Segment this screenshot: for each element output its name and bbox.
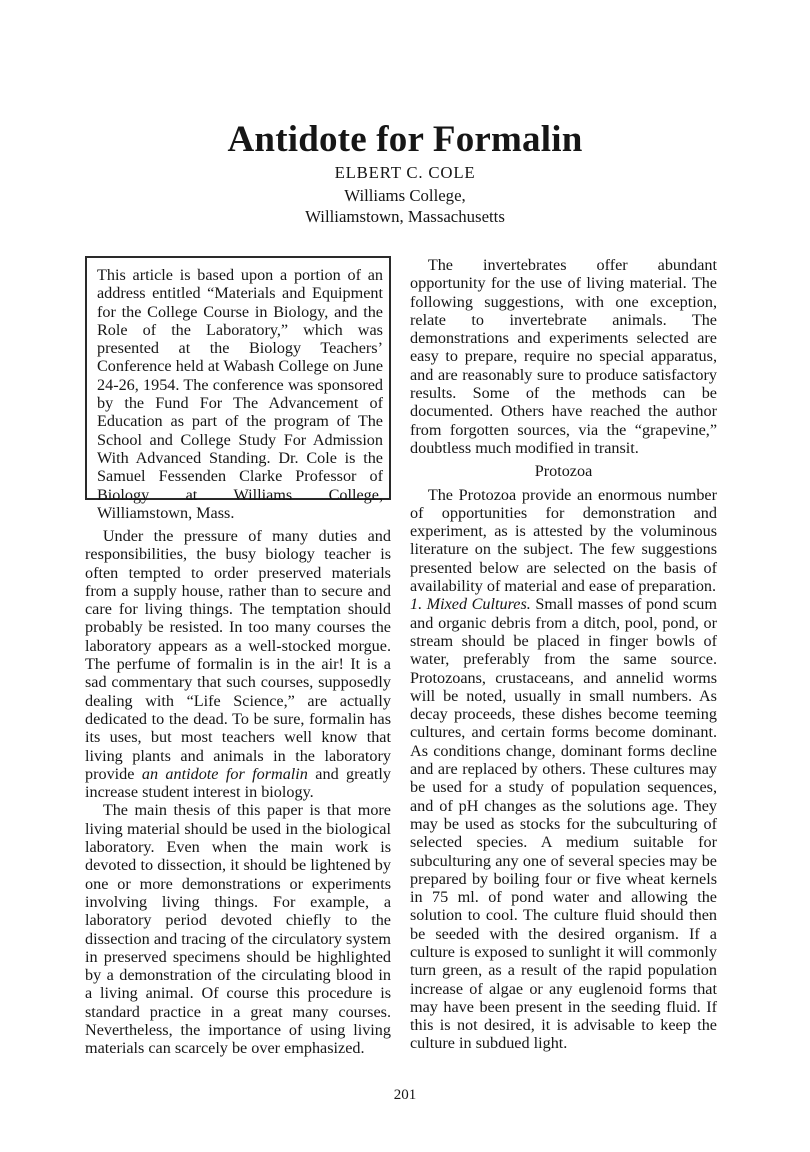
- author-name: ELBERT C. COLE: [334, 163, 476, 182]
- left-paragraph-2: The main thesis of this paper is that more living material should be used in the biological laboratory. Even when the main work is devoted to dissection, it should be lightened by one or more demonstrations or experiments involving living things. For example, a laboratory period devoted chiefly to the dissection and tracing of the circulatory system in preserved specimens should be highlighted by a demonstration of the circulating blood in a living animal. Of course this procedure is standard practice in a great many courses. Nevertheless, the importance of using living materials can scarcely be over emphasized.: [85, 801, 391, 1058]
- affiliation-location: Williamstown, Massachusetts: [305, 207, 505, 226]
- left-paragraph-1-text-b: and greatly increase student interest in biology.: [85, 764, 391, 802]
- left-column: [85, 527, 391, 1058]
- left-paragraph-1-emphasis: an antidote for formalin: [141, 764, 308, 783]
- article-title: Antidote for Formalin: [227, 119, 583, 160]
- right-item-1-label: 1. Mixed Cultures.: [410, 595, 531, 614]
- article-note-text: This article is based upon a portion of an address entitled “Materials and Equipment for the College Course in Biology, and the Role of the Laboratory,” which was presented at the Biology Teachers’ Conference held at Wabash College on June 24-26, 1954. The conference was sponsored by the Fund For The Advancement of Education as part of the program of The School and College Study For Admission With Advanced Standing. Dr. Cole is the Samuel Fessenden Clarke Professor of Biology at Williams College, Williamstown, Mass.: [97, 266, 383, 522]
- right-column: [410, 256, 717, 1053]
- right-item-1: [410, 595, 717, 1052]
- section-heading-protozoa: Protozoa: [534, 462, 593, 481]
- right-paragraph-2: The Protozoa provide an enormous number of opportunities for demonstration and experiment, as is attested by the voluminous literature on the subject. The few suggestions presented below are selected on the basis of availability of material and ease of preparation.: [410, 485, 717, 596]
- page-number: 201: [393, 1087, 417, 1103]
- right-item-1-text: Small masses of pond scum and organic debris from a ditch, pool, pond, or stream should be placed in finger bowls of water, preferably from the same source. Protozoans, crustaceans, and annelid worms will be noted, usually in small numbers. As decay proceeds, these dishes become teeming cultures, and certain forms become dominant. As conditions change, dominant forms decline and are replaced by others. These cultures may be used for a study of population sequences, and of pH changes as the solutions age. They may be used as stocks for the subculturing of selected species. A medium suitable for subculturing any one of several species may be prepared by boiling four or five wheat kernels in 75 ml. of pond water and allowing the solution to cool. The culture fluid should then be seeded with the desired organism. If a culture is exposed to sunlight it will commonly turn green, as a result of the rapid population increase of algae or any euglenoid forms that may have been present in the seeding fluid. If this is not desired, it is advisable to keep the culture in subdued light.: [410, 595, 717, 1053]
- article-note-box: [85, 256, 391, 522]
- right-paragraph-1: The invertebrates offer abundant opportunity for the use of living material. The following suggestions, with one exception, relate to invertebrate animals. The demonstrations and experiments selected are easy to prepare, require no special apparatus, and are reasonably sure to produce satisfactory results. Some of the methods can be documented. Others have reached the author from forgotten sources, via the “grapevine,” doubtless much modified in transit.: [410, 256, 717, 457]
- left-paragraph-1-text-a: Under the pressure of many duties and responsibilities, the busy biology teacher is often tempted to order preserved materials from a supply house, rather than to secure and care for living things. The temptation should probably be resisted. In too many courses the laboratory appears as a well-stocked morgue. The perfume of formalin is in the air! It is a sad commentary that such courses, supposedly dealing with “Life Science,” are actually dedicated to the dead. To be sure, formalin has its uses, but most teachers well know that living plants and animals in the laboratory provide: [85, 527, 391, 783]
- left-paragraph-1: [85, 527, 391, 801]
- affiliation-institution: Williams College,: [344, 186, 466, 205]
